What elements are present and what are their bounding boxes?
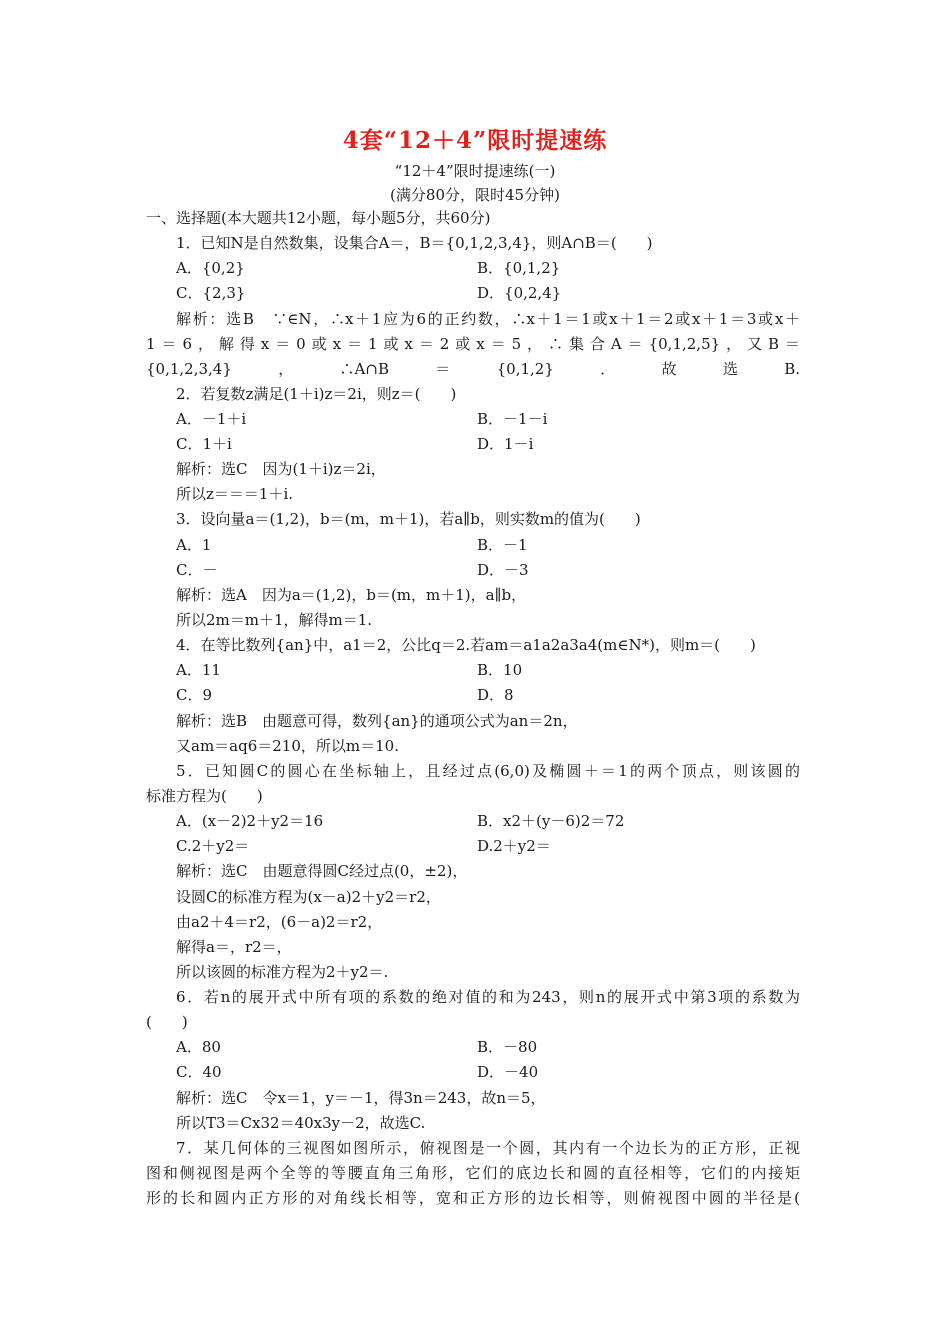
- solution-line: 所以T3＝Cx32＝40x3y－2，故选C.: [176, 1114, 426, 1132]
- answer-option: A．1: [176, 536, 212, 554]
- solution-line: 所以2m＝m＋1，解得m＝1.: [176, 611, 373, 629]
- answer-option: D．－3: [477, 561, 529, 579]
- answer-option: A．80: [176, 1038, 221, 1056]
- answer-option: C．1＋i: [176, 435, 232, 453]
- answer-option: D．{0,2,4}: [477, 284, 562, 302]
- solution-line: 解析：选C 令x＝1，y＝－1，得3n＝243，故n＝5，: [176, 1089, 546, 1107]
- question-text: 图和侧视图是两个全等的等腰直角三角形，它们的底边长和圆的直径相等，它们的内接矩: [146, 1164, 800, 1182]
- question-text: ( ): [146, 1013, 188, 1031]
- question-text: 5．已知圆C的圆心在坐标轴上，且经过点(6,0)及椭圆＋＝1的两个顶点，则该圆的: [176, 762, 800, 780]
- solution-line: 所以该圆的标准方程为2＋y2＝.: [176, 963, 389, 981]
- answer-option: C．{2,3}: [176, 284, 246, 302]
- solution-line: 解析：选B ∵∈N，∴x＋1应为6的正约数，∴x＋1＝1或x＋1＝2或x＋1＝3或x＋: [176, 310, 800, 328]
- answer-option: C．40: [176, 1063, 222, 1081]
- question-text: 4．在等比数列{an}中，a1＝2，公比q＝2.若am＝a1a2a3a4(m∈N*)，则m＝( ): [176, 636, 756, 654]
- question-text: 2．若复数z满足(1＋i)z＝2i，则z＝( ): [176, 385, 457, 403]
- page-title: 4套“12＋4”限时提速练: [342, 127, 608, 154]
- question-text: 6．若n的展开式中所有项的系数的绝对值的和为243，则n的展开式中第3项的系数为: [176, 988, 800, 1006]
- answer-option: D．－40: [477, 1063, 539, 1081]
- solution-line: 解析：选C 由题意得圆C经过点(0，±2)，: [176, 862, 468, 880]
- answer-option: A．11: [176, 661, 221, 679]
- question-text: 1．已知N是自然数集，设集合A＝，B＝{0,1,2,3,4}，则A∩B＝( ): [176, 234, 653, 252]
- solution-line: 1＝6，解得x＝0或x＝1或x＝2或x＝5，∴集合A＝{0,1,2,5}，又B＝: [146, 335, 800, 353]
- answer-option: D．1－i: [477, 435, 534, 453]
- solution-line: 设圆C的标准方程为(x－a)2＋y2＝r2，: [176, 888, 441, 906]
- section-heading: 一、选择题(本大题共12小题，每小题5分，共60分): [146, 209, 491, 227]
- question-text: 7．某几何体的三视图如图所示，俯视图是一个圆，其内有一个边长为的正方形，正视: [176, 1139, 800, 1157]
- answer-option: B．{0,1,2}: [477, 259, 561, 277]
- answer-option: A．－1＋i: [176, 410, 247, 428]
- answer-option: D.2＋y2＝: [477, 837, 551, 855]
- question-text: 形的长和圆内正方形的对角线长相等，宽和正方形的边长相等，则俯视图中圆的半径是(: [146, 1189, 800, 1207]
- solution-line: 解析：选C 因为(1＋i)z＝2i，: [176, 460, 386, 478]
- answer-option: A．{0,2}: [176, 259, 245, 277]
- answer-option: B．－1: [477, 536, 528, 554]
- answer-option: B．x2＋(y－6)2＝72: [477, 812, 625, 830]
- answer-option: C．－: [176, 561, 218, 579]
- question-text: 3．设向量a＝(1,2)，b＝(m，m＋1)，若a∥b，则实数m的值为( ): [176, 510, 641, 528]
- solution-line: 解析：选A 因为a＝(1,2)，b＝(m，m＋1)，a∥b，: [176, 586, 527, 604]
- answer-option: B．10: [477, 661, 523, 679]
- score-time-note: (满分80分，限时45分钟): [390, 186, 560, 204]
- answer-option: B．－80: [477, 1038, 538, 1056]
- solution-line: 又am＝aq6＝210，所以m＝10.: [176, 737, 399, 755]
- answer-option: A．(x－2)2＋y2＝16: [176, 812, 324, 830]
- answer-option: D．8: [477, 686, 514, 704]
- solution-line: 由a2＋4＝r2，(6－a)2＝r2，: [176, 913, 383, 931]
- solution-line: 解得a＝，r2＝，: [176, 938, 292, 956]
- answer-option: B．－1－i: [477, 410, 548, 428]
- answer-option: C.2＋y2＝: [176, 837, 250, 855]
- question-text: 标准方程为( ): [146, 787, 263, 805]
- section-subtitle: “12＋4”限时提速练(一): [394, 162, 556, 180]
- answer-option: C．9: [176, 686, 213, 704]
- solution-line: 解析：选B 由题意可得，数列{an}的通项公式为an＝2n，: [176, 712, 578, 730]
- solution-line: 所以z＝＝＝1＋i.: [176, 485, 294, 503]
- solution-line: {0,1,2,3,4}，∴A∩B＝{0,1,2}．故选B.: [146, 360, 800, 378]
